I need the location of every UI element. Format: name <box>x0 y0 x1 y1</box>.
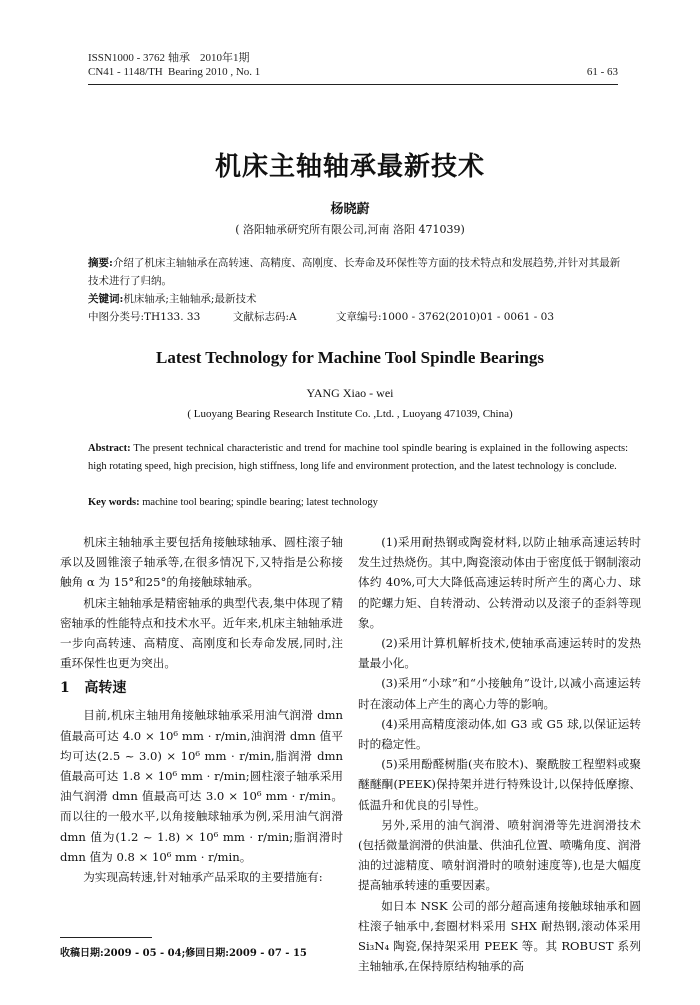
body-left-column <box>60 532 343 887</box>
author-cn: 杨晓蔚 <box>330 202 370 217</box>
body-paragraph: 机床主轴轴承是精密轴承的典型代表,集中体现了精密轴承的性能特点和技术水平。近年来,机床主轴轴承进一步向高转速、高精度、高刚度和长寿命发展,同时,注重环保性也更为突出。 <box>60 595 343 671</box>
abstract-cn <box>88 254 628 290</box>
header-pages: 61 - 63 <box>586 66 618 78</box>
section-heading <box>60 677 343 699</box>
footnote-rule <box>60 937 152 938</box>
abstract-cn-text: 介绍了机床主轴轴承在高转速、高精度、高刚度、长寿命及环保性等方面的技术特点和发展趋势,并针对其最新技术进行了归纳。 <box>88 257 621 287</box>
header-cn: CN41 - 1148/TH <box>88 66 163 78</box>
body-paragraph: (2)采用计算机解析技术,使轴承高速运转时的发热量最小化。 <box>358 636 641 671</box>
body-paragraph: 如日本 NSK 公司的部分超高速角接触球轴承和圆柱滚子轴承中,套圈材料采用 SHX 耐热钢,滚动体采用 Si₃N₄ 陶瓷,保持架采用 PEEK 等。其 ROBUST 系列主轴轴承,在保持原结构轴承的高 <box>358 898 641 974</box>
keywords-en-text: machine tool bearing; spindle bearing; latest technology <box>142 497 378 508</box>
abstract-cn-label: 摘要: <box>88 257 113 269</box>
author-en: YANG Xiao - wei <box>306 386 394 400</box>
paper-title-en: Latest Technology for Machine Tool Spindle Bearings <box>156 348 544 367</box>
body-paragraph: (4)采用高精度滚动体,如 G3 或 G5 球,以保证运转时的稳定性。 <box>358 716 641 752</box>
paper-title-cn: 机床主轴轴承最新技术 <box>214 152 485 182</box>
header-rule <box>88 84 618 85</box>
keywords-en-label: Key words: <box>88 497 140 508</box>
body-paragraph: 另外,采用的油气润滑、喷射润滑等先进润滑技术(包括微量润滑的供油量、供油孔位置、喷嘴角度、润滑油的过滤精度、喷射润滑时的喷射速度等),也是大幅度提高轴承转速的重要因素。 <box>358 817 641 893</box>
abstract-en-text: The present technical characteristic and trend for machine tool spindle bearing is explained in the following aspects: high rotating speed, high precision, high stiffness, long life and environment protection, and the latest technology is conclude. <box>88 443 628 472</box>
body-paragraph: 机床主轴轴承主要包括角接触球轴承、圆柱滚子轴承以及圆锥滚子轴承等,在很多情况下,又特指是公称接触角 α 为 15°和25°的角接触球轴承。 <box>60 535 343 590</box>
keywords-en <box>88 494 628 512</box>
keywords-cn-label: 关键词: <box>88 293 124 305</box>
body-paragraph: (3)采用“小球”和“小接触角”设计,以减小高速运转时在滚动体上产生的离心力等的影响。 <box>358 676 641 711</box>
affiliation-en: ( Luoyang Bearing Research Institute Co. ,Ltd. , Luoyang 471039, China) <box>187 408 513 420</box>
body-paragraph: 目前,机床主轴用角接触球轴承采用油气润滑 dmn 值最高可达 4.0 × 10⁶ mm · r/min,油润滑 dmn 值平均可达(2.5 ~ 3.0) × 10⁶ mm · r/min,脂润滑 dmn 值最高可达 1.8 × 10⁶ mm · r/min;圆柱滚子轴承采用油气润滑 dmn 值最高可达 3.0 × 10⁶ mm · r/min。而以往的一般水平,以角接触球轴承为例,采用油气润滑 dmn 值为(1.2 ~ 1.8) × 10⁶ mm · r/min;脂润滑时 dmn 值为 0.8 × 10⁶ mm · r/min。 <box>60 708 343 864</box>
affiliation-cn: ( 洛阳轴承研究所有限公司,河南 洛阳 471039) <box>235 223 465 236</box>
keywords-cn-text: 机床轴承;主轴轴承;最新技术 <box>123 293 257 305</box>
header-journal-en: Bearing 2010 , No. 1 <box>168 66 261 78</box>
footnote-received-date: 收稿日期:2009 - 05 - 04;修回日期:2009 - 07 - 15 <box>60 948 307 959</box>
body-right-column <box>358 532 641 976</box>
section-number: 1 <box>60 680 70 697</box>
keywords-cn <box>88 290 628 308</box>
header-journal-cn: 轴承 <box>168 52 190 64</box>
abstract-en-label: Abstract: <box>88 443 131 454</box>
section-title: 高转速 <box>84 680 127 697</box>
article-number: 文章编号:1000 - 3762(2010)01 - 0061 - 03 <box>336 311 555 323</box>
header-issn: ISSN1000 - 3762 <box>88 52 166 64</box>
clc-number: 中图分类号:TH133. 33 <box>88 311 201 323</box>
abstract-en <box>88 440 628 476</box>
header-issue-cn: 2010年1期 <box>200 52 250 64</box>
body-paragraph: (5)采用酚醛树脂(夹布胶木)、聚酰胺工程塑料或聚醚醚酮(PEEK)保持架并进行特殊设计,以保持低摩擦、低温升和优良的引导性。 <box>358 757 641 812</box>
document-code: 文献标志码:A <box>233 311 297 323</box>
body-paragraph: (1)采用耐热钢或陶瓷材料,以防止轴承高速运转时发生过热烧伤。其中,陶瓷滚动体由于密度低于钢制滚动体约 40%,可大大降低高速运转时所产生的离心力、球的陀螺力矩、自转滑动、公转滑动以及滚子的歪斜等现象。 <box>358 535 641 630</box>
body-paragraph: 为实现高转速,针对轴承产品采取的主要措施有: <box>83 870 323 885</box>
